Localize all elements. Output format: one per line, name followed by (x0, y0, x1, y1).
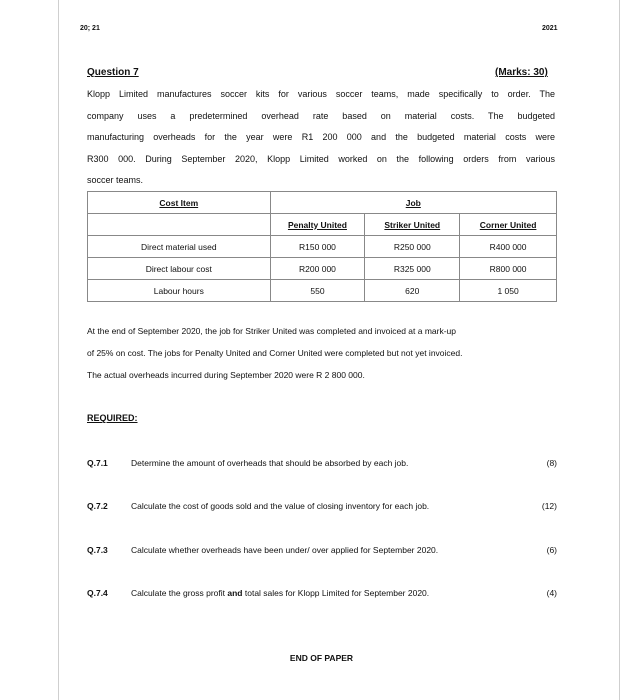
sub-question-marks: (6) (546, 545, 557, 555)
sub-question-text: Determine the amount of overheads that should be absorbed by each job. (131, 458, 409, 468)
cost-item-header: Cost Item (88, 192, 271, 214)
question-marks: (Marks: 30) (495, 67, 548, 78)
header-right: 2021 (542, 25, 558, 32)
table-cell: R250 000 (365, 236, 460, 258)
intro-line: soccer teams. (87, 175, 144, 185)
sub-question (87, 458, 557, 472)
column-header: Corner United (460, 214, 557, 236)
sub-question-number: Q.7.4 (87, 588, 108, 598)
row-label: Direct labour cost (88, 258, 271, 280)
paragraph-line: At the end of September 2020, the job for Striker United was completed and invoiced at a mark-up (87, 326, 457, 336)
sub-question (87, 588, 557, 602)
table-cell: R150 000 (270, 236, 365, 258)
sub-question-marks: (4) (546, 588, 557, 598)
table-cell: R400 000 (460, 236, 557, 258)
sub-question (87, 545, 557, 559)
table-header-row (88, 192, 557, 214)
table-row (88, 258, 557, 280)
intro-line: R300 000. During September 2020, Klopp Limited worked on the following orders from various (87, 153, 555, 164)
header-left: 20; 21 (80, 25, 100, 32)
table-cell: 1 050 (460, 280, 557, 302)
cost-table (87, 191, 557, 302)
sub-question-marks: (12) (541, 501, 557, 511)
intro-paragraph (87, 84, 555, 192)
row-label: Direct material used (88, 236, 271, 258)
column-header: Penalty United (270, 214, 365, 236)
sub-question-text: Calculate whether overheads have been under/ over applied for September 2020. (131, 545, 439, 555)
question-title: Question 7 (87, 67, 139, 78)
column-header: Striker United (365, 214, 460, 236)
row-label: Labour hours (88, 280, 271, 302)
sub-question-number: Q.7.1 (87, 458, 108, 468)
table-row (88, 236, 557, 258)
sub-question-text: Calculate the gross profit and total sales for Klopp Limited for September 2020. (131, 588, 430, 598)
required-heading: REQUIRED: (87, 413, 138, 423)
table-cell: 550 (270, 280, 365, 302)
sub-question-marks: (8) (546, 458, 557, 468)
paragraph-line: The actual overheads incurred during September 2020 were R 2 800 000. (87, 370, 365, 380)
table-cell: R200 000 (270, 258, 365, 280)
intro-line: manufacturing overheads for the year were R1 200 000 and the budgeted material costs were (87, 132, 555, 142)
job-header: Job (270, 192, 556, 214)
sub-question (87, 501, 557, 515)
sub-question-text: Calculate the cost of goods sold and the value of closing inventory for each job. (131, 501, 430, 511)
sub-question-number: Q.7.3 (87, 545, 108, 555)
sub-question-number: Q.7.2 (87, 501, 108, 511)
intro-line: company uses a predetermined overhead rate based on material costs. The budgeted (87, 110, 555, 121)
table-cell (88, 214, 271, 236)
paragraph-line: of 25% on cost. The jobs for Penalty United and Corner United were completed but not yet invoiced. (87, 348, 463, 358)
table-row (88, 280, 557, 302)
after-table-paragraph (87, 320, 557, 386)
table-cell: 620 (365, 280, 460, 302)
end-of-paper: END OF PAPER (289, 653, 354, 663)
table-cell: R325 000 (365, 258, 460, 280)
table-cell: R800 000 (460, 258, 557, 280)
table-column-row (88, 214, 557, 236)
intro-line: Klopp Limited manufactures soccer kits for various soccer teams, made specifically to order. The (87, 89, 555, 99)
